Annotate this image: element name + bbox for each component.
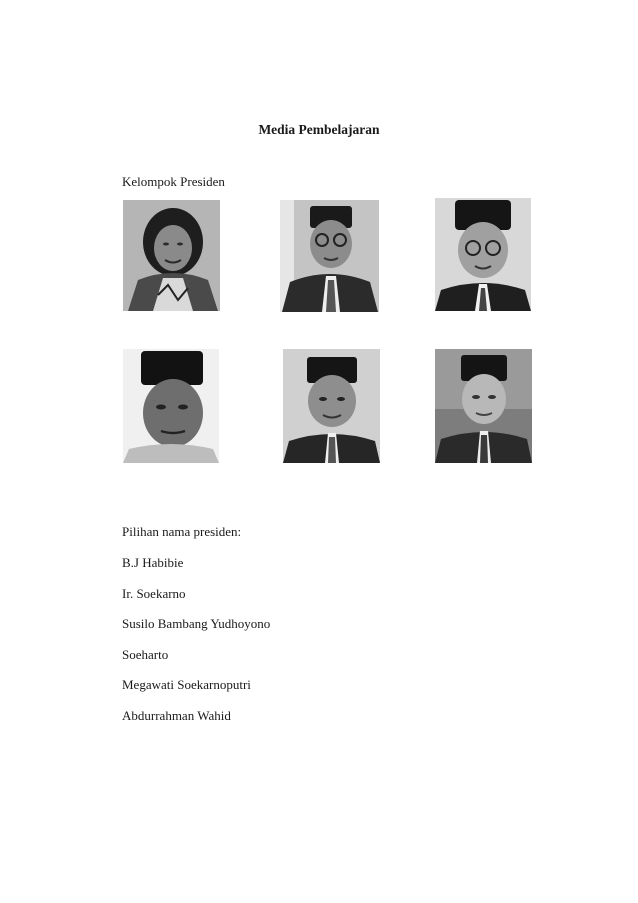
portrait-photo-1 (123, 200, 220, 311)
portrait-photo-4 (123, 349, 219, 463)
portrait-man-peci-icon (123, 349, 219, 463)
portrait-woman-icon (123, 200, 220, 311)
group-heading: Kelompok Presiden (122, 174, 225, 189)
portrait-photo-2 (280, 200, 379, 312)
choice-item: Abdurrahman Wahid (122, 708, 231, 723)
choice-item: Susilo Bambang Yudhoyono (122, 616, 271, 631)
portrait-photo-3 (435, 198, 531, 311)
choices-heading: Pilihan nama presiden: (122, 524, 242, 539)
portrait-photo-5 (283, 349, 380, 463)
portrait-man-peci-icon (435, 349, 532, 463)
choice-item: Megawati Soekarnoputri (122, 677, 251, 692)
document-title: Media Pembelajaran (258, 122, 380, 137)
choice-item: Soeharto (122, 647, 169, 662)
portrait-man-peci-icon (283, 349, 380, 463)
portrait-photo-6 (435, 349, 532, 463)
portrait-man-peci-glasses-icon (280, 200, 379, 312)
portrait-man-peci-glasses-icon (435, 198, 531, 311)
choice-item: Ir. Soekarno (122, 586, 186, 601)
choice-item: B.J Habibie (122, 555, 184, 570)
